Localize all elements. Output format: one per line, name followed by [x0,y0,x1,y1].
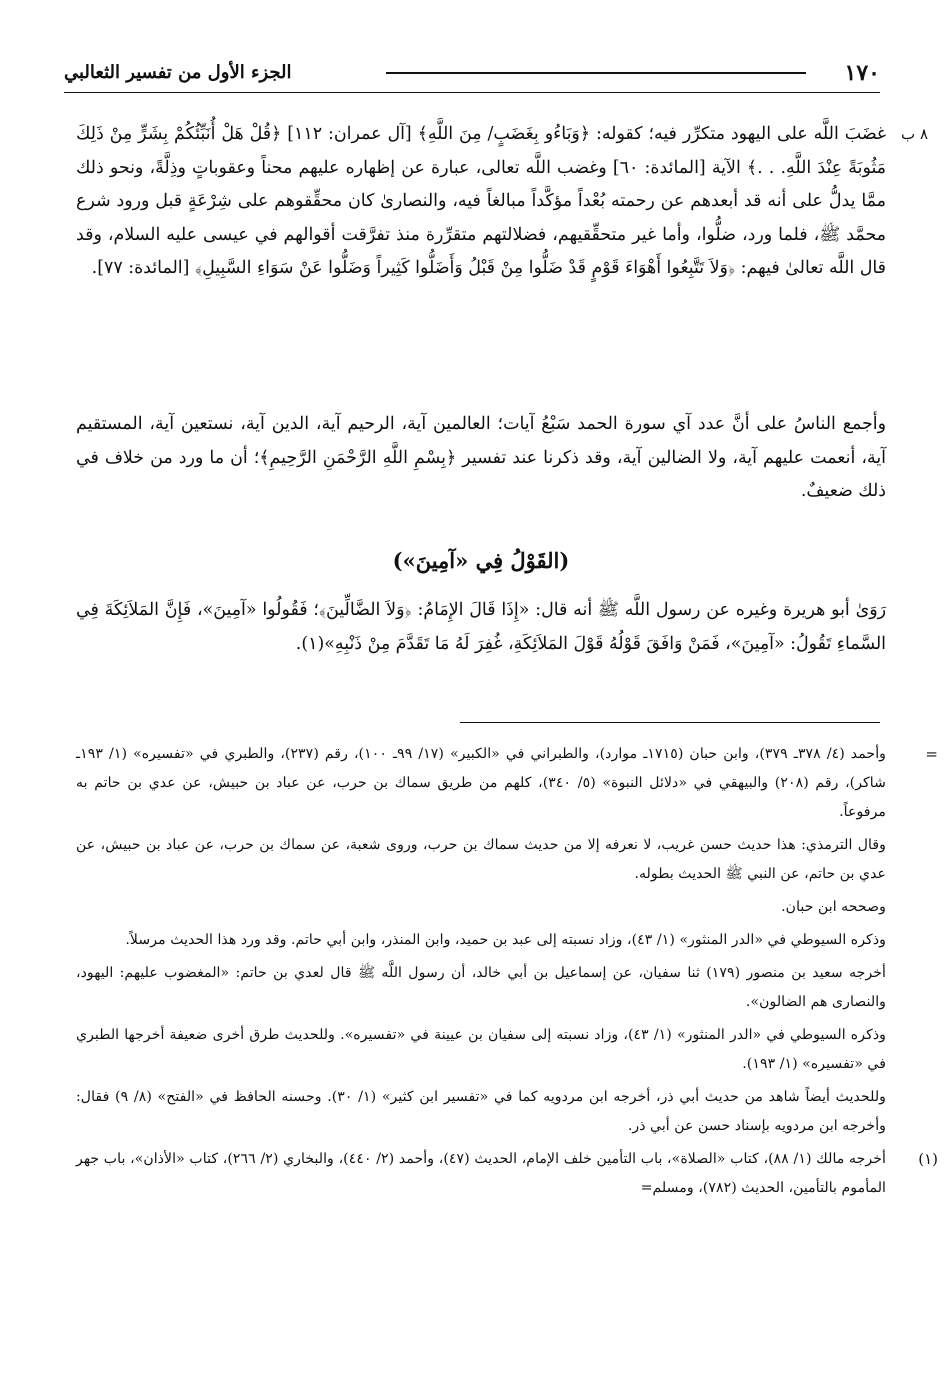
footnote [76,1145,938,1203]
footnote-text: وللحديث أيضاً شاهد من حديث أبي ذر، أخرجه ابن مردويه كما في «تفسير ابن كثير» (١/ ٣٠). وحسنه الحافظ في «الفتح» (٨/ ٩) فقال: وأخرجه ابن مردويه بإسناد حسن عن أبي ذر. [76,1089,887,1134]
header-rule [386,72,806,74]
footnote [76,959,886,1017]
body-paragraph-2 [76,408,886,509]
footnote-text: وصححه ابن حبان. [781,899,886,915]
footnote [76,926,886,955]
footnotes [76,740,938,1207]
paragraph-text: وأجمع الناسُ على أنَّ عدد آي سورة الحمد سَبْعُ آيات؛ العالمين آية، الرحيم آية، الدين آية، نستعين آية، المستقيم آية، أنعمت عليهم آية، ولا الضالين آية، وقد ذكرنا عند تفسير ﴿بِسْمِ اللَّهِ الرَّحْمَنِ الرَّحِيمِ﴾؛ أن ما ورد من خلاف في ذلك ضعيفٌ. [76,414,886,501]
footnote-separator [460,722,880,723]
footnote [76,1021,886,1079]
paragraph-text: رَوَىٰ أبو هريرة وغيره عن رسول اللَّه ﷺ أنه قال: «إِذَا قَالَ الإِمَامُ: ﴿وَلاَ الضَّالِّينَ﴾؛ فَقُولُوا «آمِينَ»، فَإِنَّ المَلاَئِكَةَ فِي السَّماءِ تَقُولُ: «آمِينَ»، فَمَنْ وَافَقَ قَوْلُهُ قَوْلَ المَلاَئِكَةِ، غُفِرَ لَهُ مَا تَقَدَّمَ مِنْ ذَنْبِهِ»(١). [76,600,886,654]
footnote-text: أخرجه سعيد بن منصور (١٧٩) ثنا سفيان، عن إسماعيل بن أبي خالد، أن رسول اللَّه ﷺ قال لعدي بن حاتم: «المغضوب عليهم: اليهود، والنصارى هم الضالون». [76,965,886,1010]
running-title: الجزء الأول من تفسير الثعالبي [64,62,292,83]
page-number: ١٧٠ [844,60,880,86]
footnote-text: وذكره السيوطي في «الدر المنثور» (١/ ٤٣)، وزاد نسبته إلى عبد بن حميد، وابن المنذر، وابن أبي حاتم. وقد ورد هذا الحديث مرسلاً. [125,932,886,948]
footnote-marker: (١) [918,1150,938,1168]
footnote-text: أخرجه مالك (١/ ٨٨)، كتاب «الصلاة»، باب التأمين خلف الإمام، الحديث (٤٧)، وأحمد (٢/ ٤٤٠)، والبخاري (٢/ ٢٦٦)، كتاب «الأذان»، باب جهر المأموم بالتأمين، الحديث (٧٨٢)، ومسلم= [76,1151,886,1196]
footnote-marker: = [925,745,938,763]
footnote-text: وذكره السيوطي في «الدر المنثور» (١/ ٤٣)، وزاد نسبته إلى سفيان بن عيينة في «تفسيره». وللحديث طرق أخرى ضعيفة أخرجها الطبري في «تفسيره» (١/ ١٩٣). [76,1027,886,1072]
footnote [76,893,886,922]
manuscript-folio-marker: ٨ ب [901,125,928,143]
section-heading: (القَوْلُ فِي «آمِينَ») [392,548,570,573]
body-paragraph-1 [76,118,928,286]
running-header [64,58,880,92]
paragraph-text: غضَبَ اللَّه على اليهود متكرِّر فيه؛ كقوله: ﴿وَبَاءُو بِغَضَبٍ/ مِنَ اللَّهِ﴾ [آل عمران: ١١٢] ﴿قُلْ هَلْ أُنَبِّئُكُمْ بِشَرٍّ مِنْ ذَلِكَ مَثُوبَةً عِنْدَ اللَّهِ. . .﴾ الآية [المائدة: ٦٠] وغضب اللَّه تعالى، عبارة عن إظهاره عليهم محناً وعقوباتٍ وذِلَّةً، ونحو ذلك ممَّا يدلُّ على أنه قد أبعدهم عن رحمته بُعْداً مؤكَّداً مبالغاً فيه، والنصارىٰ كان محقِّقوهم على شِرْعَةٍ قبل ورود شرع محمَّد ﷺ، فلما ورد، ضلُّوا، وأما غير متحقِّقيهم، فضلالتهم متقرِّرة منذ تفرَّقت أقوالهم في عيسى عليه السلام، وقد قال اللَّه تعالىٰ فيهم: ﴿وَلاَ تَتَّبِعُوا أَهْوَاءَ قَوْمٍ قَدْ ضَلُّوا مِنْ قَبْلُ وَأَضَلُّوا كَثِيراً وَضَلُّوا عَنْ سَوَاءِ السَّبِيلِ﴾ [المائدة: ٧٧]. [76,124,887,278]
body-paragraph-3 [76,594,886,661]
footnote-text: وقال الترمذي: هذا حديث حسن غريب، لا نعرفه إلا من حديث سماك بن حرب، وروى شعبة، عن سماك بن حرب، عن عباد بن حبيش، عن عدي بن حاتم، عن النبي ﷺ الحديث بطوله. [76,837,886,882]
footnote [76,831,886,889]
header-underline [64,92,880,93]
footnote-text: وأحمد (٤/ ٣٧٨ـ ٣٧٩)، وابن حبان (١٧١٥ـ موارد)، والطبراني في «الكبير» (١٧/ ٩٩ـ ١٠٠)، رقم (٢٣٧)، والطبري في «تفسيره» (١/ ١٩٣ـ شاكر)، رقم (٢٠٨) والبيهقي في «دلائل النبوة» (٥/ ٣٤٠)، كلهم من طريق سماك بن حرب، عن عباد بن حبيش، عن عدي بن حاتم به مرفوعاً. [76,746,886,820]
footnote [76,1083,886,1141]
footnote [76,740,938,827]
